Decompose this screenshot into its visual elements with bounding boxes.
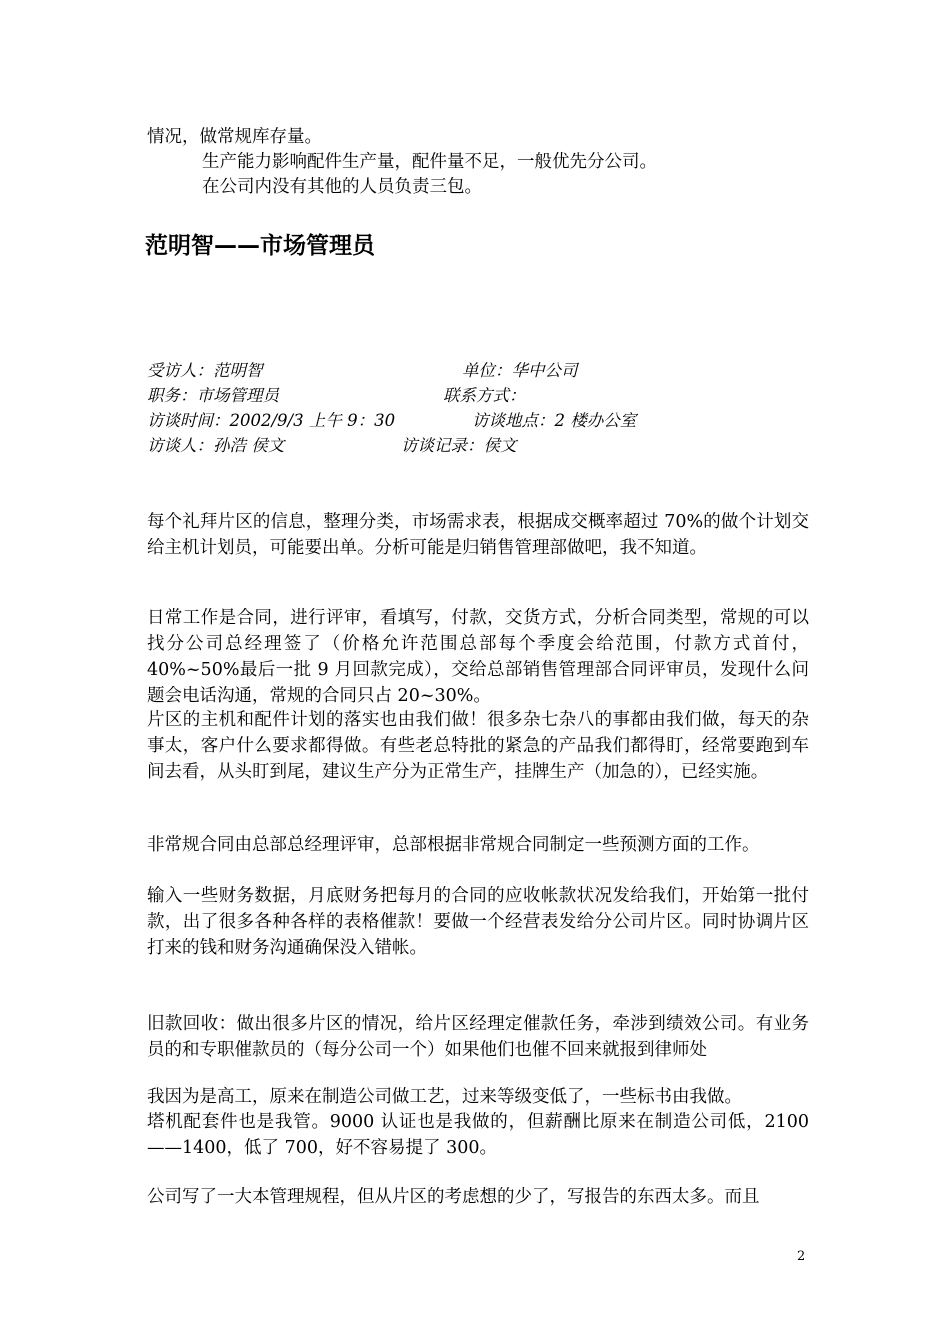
place-field: 访谈地点：2 楼办公室 bbox=[472, 411, 637, 430]
paragraph: 非常规合同由总部总经理评审，总部根据非常规合同制定一些预测方面的工作。 bbox=[147, 835, 760, 855]
paragraph: 塔机配套件也是我管。9000 认证也是我做的，但薪酬比原来在制造公司低，2100——1400，低了 700，好不容易提了 300。 bbox=[147, 1112, 809, 1158]
paragraph: 旧款回收：做出很多片区的情况，给片区经理定催款任务，牵涉到绩效公司。有业务员的和专职催款员的（每分公司一个）如果他们也催不回来就报到律师处 bbox=[147, 1014, 809, 1060]
time-field: 访谈时间：2002/9/3 上午 9：30 bbox=[147, 411, 396, 430]
position-field: 职务：市场管理员 bbox=[147, 386, 279, 405]
interviewee-field: 受访人：范明智 bbox=[147, 361, 263, 380]
paragraph: 公司写了一大本管理规程，但从片区的考虑想的少了，写报告的东西太多。而且 bbox=[147, 1187, 760, 1207]
unit-field: 单位：华中公司 bbox=[462, 361, 578, 380]
section-title: 范明智——市场管理员 bbox=[145, 233, 375, 259]
contact-field: 联系方式： bbox=[443, 386, 526, 405]
paragraph: 我因为是高工，原来在制造公司做工艺，过来等级变低了，一些标书由我做。 bbox=[147, 1087, 742, 1107]
intro-line-2: 生产能力影响配件生产量，配件量不足，一般优先分公司。 bbox=[202, 152, 657, 172]
page-number: 2 bbox=[797, 1249, 806, 1264]
paragraph: 每个礼拜片区的信息，整理分类，市场需求表，根据成交概率超过 70%的做个计划交给主机计划员，可能要出单。分析可能是归销售管理部做吧，我不知道。 bbox=[147, 512, 809, 558]
paragraph: 输入一些财务数据，月底财务把每月的合同的应收帐款状况发给我们，开始第一批付款，出了很多各种各样的表格催款！要做一个经营表发给分公司片区。同时协调片区打来的钱和财务沟通确保没入错帐。 bbox=[147, 886, 809, 958]
intro-line-1: 情况，做常规库存量。 bbox=[147, 127, 322, 147]
paragraph: 日常工作是合同，进行评审，看填写，付款，交货方式，分析合同类型，常规的可以找分公司总经理签了（价格允许范围总部每个季度会给范围，付款方式首付，40%~50%最后一批 9 月回款完成），交给总部销售管理部合同评审员，发现什么问题会电话沟通，常规的合同只占 20~30%。 bbox=[147, 608, 809, 706]
intro-line-3: 在公司内没有其他的人员负责三包。 bbox=[202, 177, 482, 197]
recorder-field: 访谈记录：侯文 bbox=[401, 436, 517, 455]
interviewers-field: 访谈人：孙浩 侯文 bbox=[147, 436, 285, 455]
paragraph: 片区的主机和配件计划的落实也由我们做！很多杂七杂八的事都由我们做，每天的杂事太，客户什么要求都得做。有些老总特批的紧急的产品我们都得盯，经常要跑到车间去看，从头盯到尾，建议生产分为正常生产，挂牌生产（加急的），已经实施。 bbox=[147, 710, 809, 782]
